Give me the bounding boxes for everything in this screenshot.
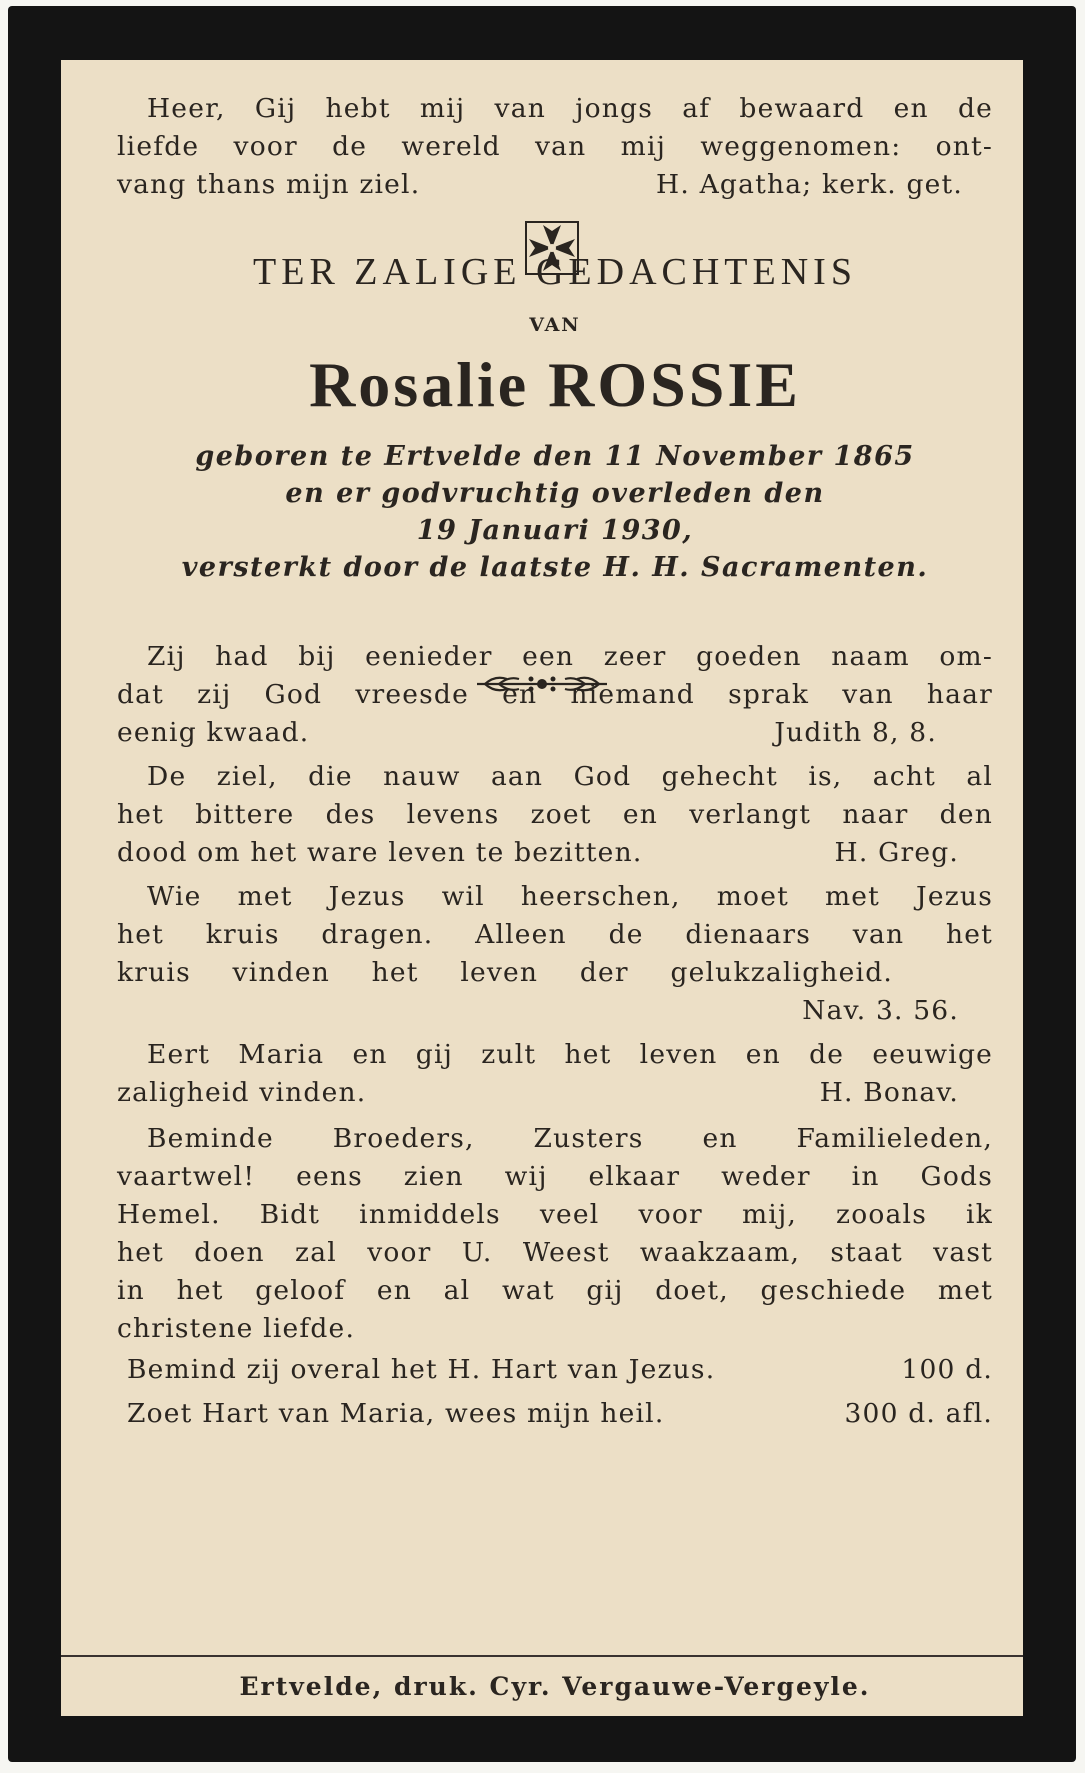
quote-nav [117, 878, 993, 1030]
quote-bonav [117, 1036, 993, 1112]
quote4-line-2 [117, 1074, 993, 1112]
quote1-line-2: dat zij God vreesde en niemand sprak van haar [117, 679, 993, 710]
printer-imprint: Ertvelde, druk. Cyr. Vergauwe-Vergeyle. [239, 1672, 871, 1701]
quote1-line-1: Zij had bij eenieder een zeer goeden naam om- [147, 641, 993, 672]
quote4-source: H. Bonav. [819, 1077, 959, 1108]
biography [117, 438, 993, 586]
page-title: TER ZALIGE GEDACHTENIS [253, 251, 857, 293]
bio-line-1: geboren te Ertvelde den 11 November 1865 [195, 441, 915, 472]
quote-greg [117, 758, 993, 872]
opening-prayer [117, 90, 993, 204]
farewell-line-2: vaartwel! eens zien wij elkaar weder in Gods [117, 1161, 993, 1192]
prayer-line-3-text: vang thans mijn ziel. [117, 169, 421, 200]
bio-line-3: 19 Januari 1930, [416, 515, 694, 546]
quote3-line-1: Wie met Jezus wil heerschen, moet met Jezus [147, 881, 993, 912]
farewell-line-4: het doen zal voor U. Weest waakzaam, staat vast [117, 1237, 993, 1268]
title-van: VAN [529, 314, 581, 336]
farewell-line-1: Beminde Broeders, Zusters en Familieleden, [147, 1123, 993, 1154]
prayer-source: H. Agatha; kerk. get. [656, 169, 963, 200]
quote3-line-3: kruis vinden het leven der gelukzaligheid. [117, 957, 893, 988]
quote4-line-2-text: zaligheid vinden. [117, 1077, 367, 1108]
farewell-line-3: Hemel. Bidt inmiddels veel voor mij, zooals ik [117, 1199, 993, 1230]
bio-line-2: en er godvruchtig overleden den [285, 478, 825, 509]
farewell-line-6: christene liefde. [117, 1313, 356, 1344]
footer-divider [61, 1655, 1023, 1657]
card-paper [61, 60, 1023, 1716]
quote1-line-3-text: eenig kwaad. [117, 717, 310, 748]
quote3-line-2: het kruis dragen. Alleen de dienaars van het [117, 919, 993, 950]
prayer-line-2: liefde voor de wereld van mij weggenomen: ont- [117, 131, 993, 162]
quote2-line-2: het bittere des levens zoet en verlangt naar den [117, 799, 993, 830]
indulgence-row-1 [117, 1348, 993, 1392]
quote2-line-1: De ziel, die nauw aan God gehecht is, acht al [147, 761, 993, 792]
indulgence-2-text: Zoet Hart van Maria, wees mijn heil. [127, 1398, 665, 1429]
quote2-line-3 [117, 834, 993, 872]
indulgence-prayers [117, 1348, 993, 1436]
memorial-card [8, 6, 1076, 1762]
farewell-paragraph [117, 1120, 993, 1348]
indulgence-1-value: 100 d. [901, 1354, 993, 1385]
prayer-line-3 [117, 166, 993, 204]
indulgence-1-text: Bemind zij overal het H. Hart van Jezus. [127, 1354, 716, 1385]
prayer-line-1: Heer, Gij hebt mij van jongs af bewaard en de [147, 93, 993, 124]
indulgence-2-value: 300 d. afl. [844, 1398, 993, 1429]
quote2-source: H. Greg. [834, 837, 959, 868]
quote1-source: Judith 8, 8. [774, 717, 937, 748]
quote-judith [117, 638, 993, 752]
farewell-line-5: in het geloof en al wat gij doet, geschiede met [117, 1275, 993, 1306]
quote2-line-3-text: dood om het ware leven te bezitten. [117, 837, 643, 868]
indulgence-row-2 [117, 1392, 993, 1436]
deceased-name: Rosalie ROSSIE [309, 349, 801, 420]
quote4-line-1: Eert Maria en gij zult het leven en de eeuwige [147, 1039, 993, 1070]
quote1-line-3 [117, 714, 993, 752]
quote3-source: Nav. 3. 56. [802, 995, 959, 1026]
bio-line-4: versterkt door de laatste H. H. Sacramenten. [181, 552, 929, 583]
